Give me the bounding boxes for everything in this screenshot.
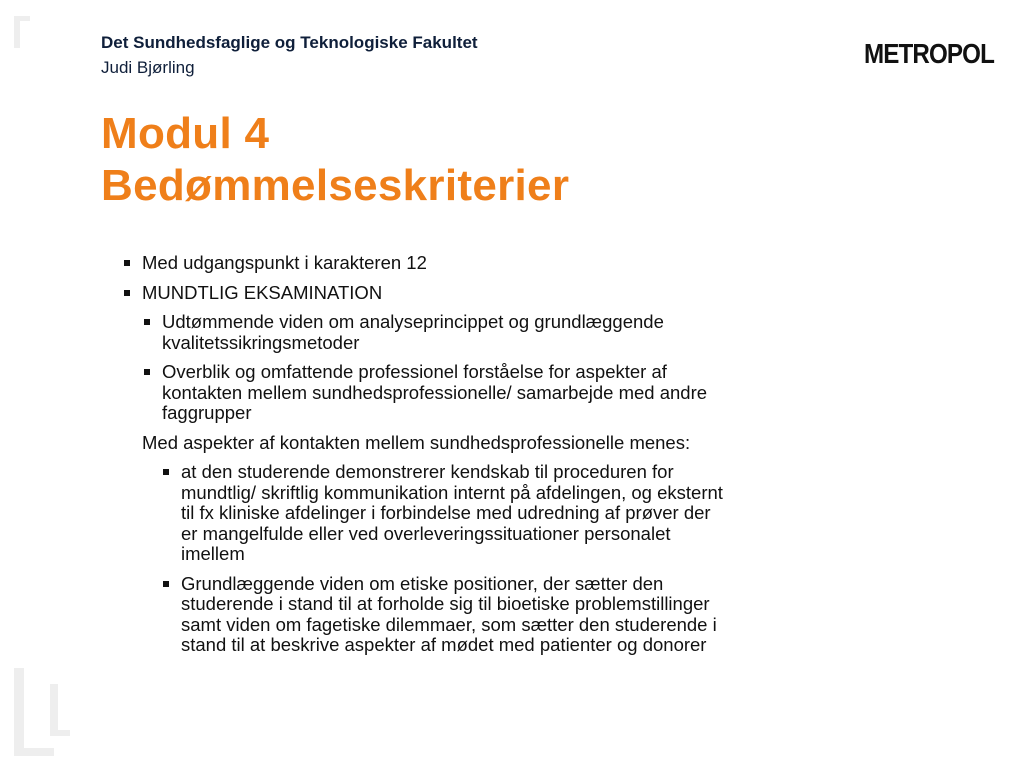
square-bullet-icon <box>124 260 130 266</box>
bullet-text: Med udgangspunkt i karakteren 12 <box>142 252 427 273</box>
title-line-1: Modul 4 <box>101 109 270 158</box>
corner-decoration-top <box>12 14 32 50</box>
square-bullet-icon <box>124 290 130 296</box>
faculty-name: Det Sundhedsfaglige og Teknologiske Fakultet <box>101 33 478 52</box>
list-item <box>122 253 732 274</box>
list-item <box>122 312 732 353</box>
list-item <box>122 574 732 656</box>
slide-body <box>122 253 732 665</box>
bullet-text: Grundlæggende viden om etiske positioner, der sætter den studerende i stand til at forholde sig til bioetiske problemstillinger samt viden om fagetiske dilemmaer, som sætter den studerende i stand til at beskrive aspekter af mødet med patienter og donorer <box>181 572 717 655</box>
square-bullet-icon <box>163 469 169 475</box>
bullet-text: Udtømmende viden om analyseprincippet og grundlæggende kvalitetssikringsmetoder <box>162 311 664 353</box>
paragraph-text: Med aspekter af kontakten mellem sundhedsprofessionelle menes: <box>142 431 691 453</box>
list-item <box>122 362 732 424</box>
square-bullet-icon <box>144 319 150 325</box>
metropol-logo <box>864 36 996 70</box>
corner-decoration-bottom <box>10 664 66 760</box>
list-item <box>122 462 732 565</box>
author-name: Judi Bjørling <box>101 58 195 77</box>
bullet-text: Overblik og omfattende professionel forståelse for aspekter af kontakten mellem sundhedsprofessionelle/ samarbejde med andre faggrupper <box>162 361 708 423</box>
square-bullet-icon <box>163 581 169 587</box>
logo-text: METROPOL <box>864 38 995 69</box>
list-item <box>122 283 732 304</box>
bullet-text: MUNDTLIG EKSAMINATION <box>142 281 383 303</box>
slide-title <box>101 108 569 212</box>
bullet-text: at den studerende demonstrerer kendskab til proceduren for mundtlig/ skriftlig kommunikation internt på afdelingen, og eksternt til fx kliniske afdelinger i forbindelse med udredning af prøver der er mangelfulde eller ved overleveringssituationer personalet imellem <box>181 461 723 564</box>
square-bullet-icon <box>144 369 150 375</box>
paragraph <box>122 433 732 454</box>
title-line-2: Bedømmelseskriterier <box>101 161 570 210</box>
